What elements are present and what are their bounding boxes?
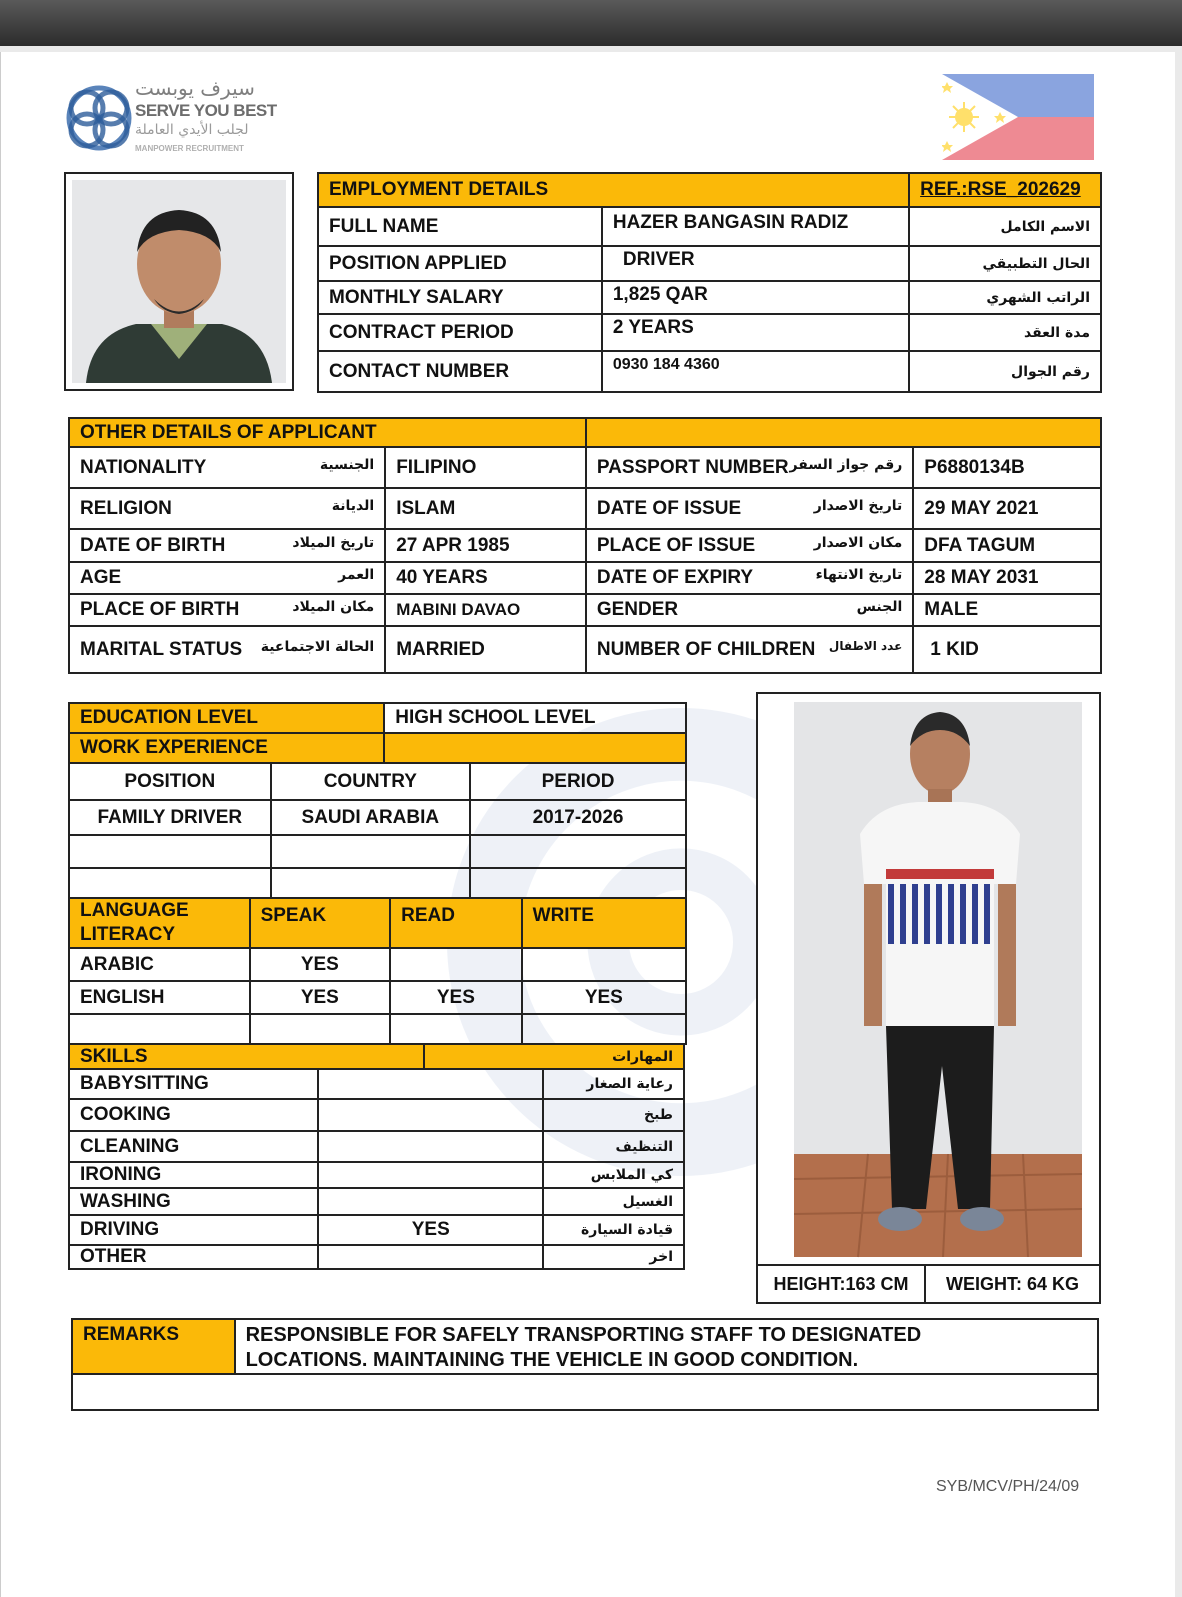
skill-value [318, 1069, 543, 1099]
education-work-table [68, 702, 687, 901]
skill-label: CLEANING [69, 1131, 318, 1162]
work-column-header: PERIOD [470, 763, 686, 800]
work-cell [69, 835, 271, 868]
other-details-header-right [586, 418, 1101, 447]
full-body-photo-frame [756, 692, 1101, 1304]
employment-arabic-label: الراتب الشهري [909, 281, 1101, 314]
skill-arabic: رعاية الصغار [543, 1069, 684, 1099]
skill-label: BABYSITTING [69, 1069, 318, 1099]
other-left-value: FILIPINO [385, 447, 586, 488]
other-right-label [586, 562, 913, 594]
other-right-label [586, 447, 913, 488]
philippines-flag-icon [942, 74, 1094, 160]
employment-arabic-label: مدة العقد [909, 314, 1101, 351]
education-value: HIGH SCHOOL LEVEL [384, 703, 686, 733]
other-left-label [69, 447, 385, 488]
skills-table [68, 1043, 685, 1270]
employment-label: CONTRACT PERIOD [318, 314, 602, 351]
work-cell [69, 868, 271, 900]
other-left-label-text: NATIONALITY [80, 456, 207, 478]
language-column-header: SPEAK [250, 898, 391, 948]
skill-value [318, 1131, 543, 1162]
weight-stat: WEIGHT: 64 KG [945, 1274, 1079, 1294]
language-column-header: READ [390, 898, 522, 948]
employment-arabic-label: الحال التطبيقي [909, 246, 1101, 281]
education-label: EDUCATION LEVEL [69, 703, 384, 733]
other-right-arabic: عدد الاطفال [828, 638, 903, 653]
work-cell [470, 835, 686, 868]
other-right-value: P6880134B [913, 447, 1101, 488]
other-right-arabic: تاريخ الاصدار [813, 497, 903, 514]
resume-page [0, 52, 1175, 1597]
work-experience-header: WORK EXPERIENCE [69, 733, 384, 763]
other-right-label-text: PLACE OF ISSUE [596, 534, 756, 556]
remarks-text [235, 1319, 1098, 1374]
language-name: ENGLISH [69, 981, 250, 1014]
other-right-label [586, 488, 913, 529]
other-left-value: ISLAM [385, 488, 586, 529]
other-left-value: MARRIED [385, 626, 586, 673]
other-right-value: 28 MAY 2031 [913, 562, 1101, 594]
other-left-arabic: مكان الميلاد [292, 599, 375, 615]
language-write [522, 1014, 686, 1044]
work-cell [470, 868, 686, 900]
work-cell [271, 835, 470, 868]
work-cell [271, 868, 470, 900]
other-right-value: DFA TAGUM [913, 529, 1101, 562]
other-right-arabic: مكان الاصدار [813, 534, 903, 551]
other-left-arabic: الحالة الاجتماعية [260, 638, 375, 655]
remarks-line-1: RESPONSIBLE FOR SAFELY TRANSPORTING STAFF TO DESIGNATED [245, 1323, 922, 1346]
other-left-label [69, 529, 385, 562]
skill-arabic: طبخ [543, 1099, 684, 1131]
other-right-label-text: NUMBER OF CHILDREN [596, 638, 816, 660]
other-right-value: 29 MAY 2021 [913, 488, 1101, 529]
other-right-label-text: DATE OF ISSUE [596, 497, 742, 519]
other-right-label [586, 626, 913, 673]
skill-arabic: الغسيل [543, 1188, 684, 1215]
skill-label: COOKING [69, 1099, 318, 1131]
other-right-label-text: PASSPORT NUMBER [596, 456, 789, 478]
other-left-arabic: العمر [338, 567, 375, 583]
other-left-label [69, 562, 385, 594]
language-read: YES [390, 981, 522, 1014]
headshot-photo [66, 174, 292, 389]
skill-label: DRIVING [69, 1215, 318, 1245]
language-literacy-table [68, 897, 687, 1045]
work-cell: 2017-2026 [470, 800, 686, 835]
employment-details-table [317, 172, 1102, 393]
other-details-header: OTHER DETAILS OF APPLICANT [69, 418, 586, 447]
language-write [522, 948, 686, 981]
employment-value: DRIVER [602, 246, 909, 281]
skill-value [318, 1188, 543, 1215]
other-left-label-text: DATE OF BIRTH [80, 534, 226, 556]
knot-logo-icon [61, 78, 137, 158]
document-code: SYB/MCV/PH/24/09 [936, 1478, 1080, 1495]
other-left-label [69, 488, 385, 529]
employment-label: MONTHLY SALARY [318, 281, 602, 314]
work-column-header: POSITION [69, 763, 271, 800]
employment-value: 1,825 QAR [602, 281, 909, 314]
skill-arabic: قيادة السيارة [543, 1215, 684, 1245]
other-left-value: MABINI DAVAO [385, 594, 586, 626]
height-stat: HEIGHT:163 CM [758, 1266, 926, 1302]
other-right-arabic: تاريخ الانتهاء [815, 567, 903, 583]
employment-label: CONTACT NUMBER [318, 351, 602, 392]
skill-value [318, 1162, 543, 1188]
headshot-photo-frame [64, 172, 294, 391]
body-stats-row [758, 1264, 1099, 1302]
language-column-header: WRITE [522, 898, 686, 948]
skill-value [318, 1245, 543, 1269]
other-right-label-text: GENDER [596, 599, 679, 620]
employment-value: HAZER BANGASIN RADIZ [602, 207, 909, 246]
employment-header: EMPLOYMENT DETAILS [318, 173, 909, 207]
language-header: LANGUAGE LITERACY [69, 898, 250, 948]
work-experience-header-right [384, 733, 686, 763]
employment-value: 0930 184 4360 [602, 351, 909, 392]
logo-english-tagline: MANPOWER RECRUITMENT [135, 144, 244, 153]
employment-label: FULL NAME [318, 207, 602, 246]
other-left-label-text: AGE [80, 567, 122, 588]
other-left-value: 27 APR 1985 [385, 529, 586, 562]
other-left-label-text: RELIGION [80, 497, 172, 519]
other-left-arabic: الجنسية [319, 456, 375, 473]
language-read [390, 948, 522, 981]
company-logo [61, 76, 281, 156]
employment-value: 2 YEARS [602, 314, 909, 351]
reference-number: REF.:RSE_202629 [909, 173, 1101, 207]
skill-arabic: اخر [543, 1245, 684, 1269]
other-left-label [69, 594, 385, 626]
skills-header-arabic: المهارات [424, 1044, 684, 1069]
language-speak: YES [250, 948, 391, 981]
language-read [390, 1014, 522, 1044]
logo-arabic-tagline: لجلب الأيدي العاملة [135, 122, 249, 138]
remarks-line-2: LOCATIONS. MAINTAINING THE VEHICLE IN GOOD CONDITION. [245, 1348, 859, 1371]
logo-arabic-name: سيرف يوبست [135, 76, 255, 100]
employment-arabic-label: الاسم الكامل [909, 207, 1101, 246]
other-left-arabic: تاريخ الميلاد [292, 534, 375, 551]
work-cell: FAMILY DRIVER [69, 800, 271, 835]
language-speak [250, 1014, 391, 1044]
language-name [69, 1014, 250, 1044]
other-right-arabic: الجنس [856, 599, 903, 615]
work-cell: SAUDI ARABIA [271, 800, 470, 835]
remarks-label: REMARKS [72, 1319, 235, 1374]
logo-english-name: SERVE YOU BEST [135, 101, 277, 120]
skill-label: WASHING [69, 1188, 318, 1215]
language-write: YES [522, 981, 686, 1014]
skill-value [318, 1099, 543, 1131]
employment-arabic-label: رقم الجوال [909, 351, 1101, 392]
remarks-empty-row [72, 1374, 1098, 1410]
other-details-table [68, 417, 1102, 674]
other-left-label [69, 626, 385, 673]
skill-label: IRONING [69, 1162, 318, 1188]
employment-label: POSITION APPLIED [318, 246, 602, 281]
remarks-table [71, 1318, 1099, 1411]
other-left-label-text: PLACE OF BIRTH [80, 599, 240, 620]
skill-value: YES [318, 1215, 543, 1245]
other-left-value: 40 YEARS [385, 562, 586, 594]
language-name: ARABIC [69, 948, 250, 981]
window-top-bar [0, 0, 1182, 46]
other-right-label [586, 594, 913, 626]
language-speak: YES [250, 981, 391, 1014]
skill-arabic: التنظيف [543, 1131, 684, 1162]
other-right-label-text: DATE OF EXPIRY [596, 567, 754, 588]
full-body-photo [758, 694, 1099, 1266]
skill-label: OTHER [69, 1245, 318, 1269]
skill-arabic: كي الملابس [543, 1162, 684, 1188]
other-right-value: 1 KID [913, 626, 1101, 673]
other-right-arabic: رقم جواز السفر [789, 456, 903, 473]
work-column-header: COUNTRY [271, 763, 470, 800]
other-left-label-text: MARITAL STATUS [80, 638, 243, 660]
other-right-label [586, 529, 913, 562]
other-right-value: MALE [913, 594, 1101, 626]
skills-header: SKILLS [69, 1044, 424, 1069]
other-left-arabic: الديانة [331, 497, 375, 514]
